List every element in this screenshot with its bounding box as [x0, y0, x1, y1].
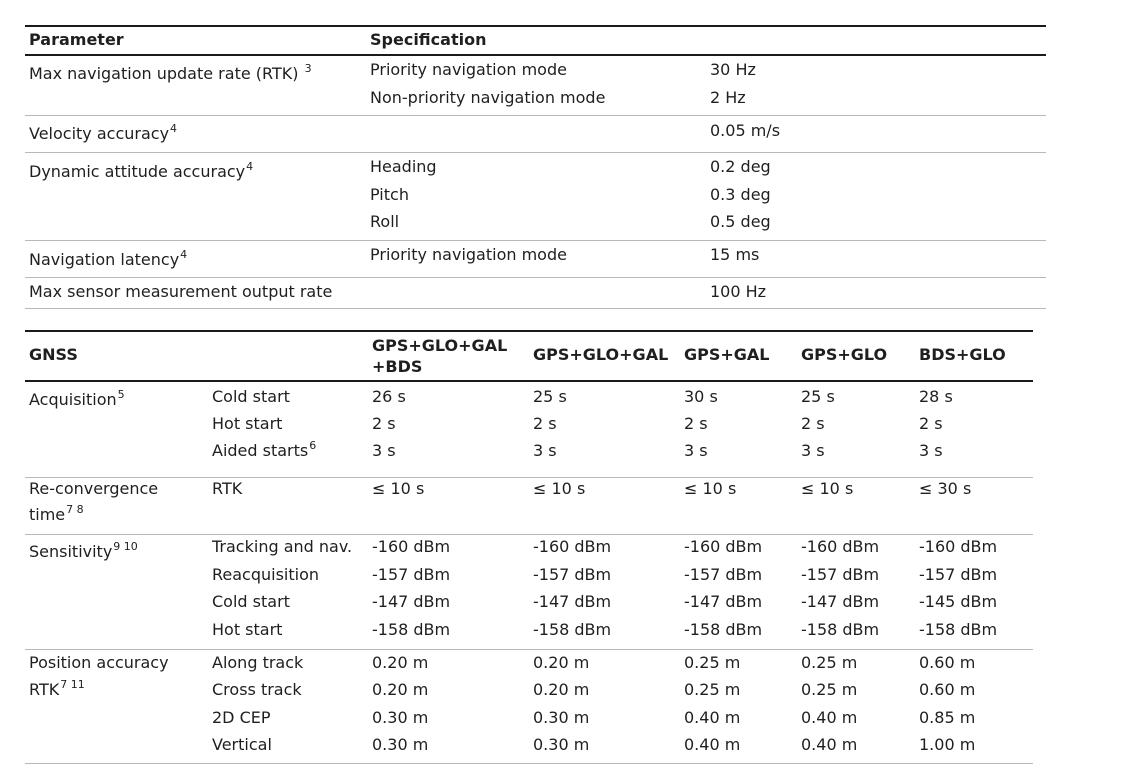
footnote-ref: 4: [246, 160, 254, 173]
spec-label: Heading: [370, 157, 437, 176]
value-cell: 0.40 m: [684, 708, 741, 727]
value-cell: 0.40 m: [801, 735, 858, 754]
column-header-gps-glo-gal: GPS+GLO+GAL: [533, 345, 669, 364]
column-header-gps-glo: GPS+GLO: [801, 345, 888, 364]
value-cell: -157 dBm: [801, 565, 880, 584]
value-cell: -147 dBm: [372, 592, 451, 611]
spec-label: Priority navigation mode: [370, 60, 567, 79]
value-cell: 0.20 m: [372, 653, 429, 672]
table-rule: [25, 25, 1046, 27]
value-cell: 0.60 m: [919, 680, 976, 699]
condition-cell: [212, 592, 290, 612]
spec-label: Non-priority navigation mode: [370, 88, 606, 107]
value-cell: 3 s: [919, 441, 943, 460]
condition-label: Hot start: [212, 620, 283, 639]
value-cell: 2 s: [372, 414, 396, 433]
value-cell: 0.20 m: [533, 653, 590, 672]
value-cell: -158 dBm: [801, 620, 880, 639]
spec-value: 0.5 deg: [710, 212, 771, 231]
value-cell: -158 dBm: [533, 620, 612, 639]
footnote-ref: 9 10: [113, 540, 138, 553]
table-rule: [25, 380, 1033, 382]
condition-label: Cold start: [212, 592, 290, 611]
condition-cell: [212, 414, 282, 434]
parameter-cell: Max sensor measurement output rate: [29, 282, 333, 301]
footnote-ref: 6: [309, 439, 317, 452]
value-cell: 3 s: [372, 441, 396, 460]
value-cell: -157 dBm: [372, 565, 451, 584]
value-cell: 0.25 m: [801, 653, 858, 672]
value-cell: 3 s: [684, 441, 708, 460]
row-divider: [25, 308, 1046, 309]
value-cell: 2 s: [533, 414, 557, 433]
spec-value: 100 Hz: [710, 282, 767, 301]
value-cell: 26 s: [372, 387, 406, 406]
parameter-label: Position accuracy: [29, 653, 169, 672]
condition-cell: [212, 537, 352, 557]
value-cell: 0.25 m: [684, 680, 741, 699]
value-cell: 0.40 m: [801, 708, 858, 727]
parameter-cell: Max navigation update rate (RTK) $^3$: [29, 62, 312, 83]
parameter-label: time: [29, 505, 66, 524]
column-header-gps-glo-gal-bds-line2: +BDS: [372, 357, 423, 376]
value-cell: 2 s: [684, 414, 708, 433]
value-cell: -145 dBm: [919, 592, 998, 611]
row-divider: [25, 152, 1046, 153]
value-cell: 3 s: [801, 441, 825, 460]
value-cell: -157 dBm: [919, 565, 998, 584]
value-cell: 0.20 m: [533, 680, 590, 699]
row-divider: [25, 240, 1046, 241]
spec-value: 15 ms: [710, 245, 760, 264]
spec-label: Pitch: [370, 185, 409, 204]
column-header-bds-glo: BDS+GLO: [919, 345, 1006, 364]
column-header-gps-glo-gal-bds: GPS+GLO+GAL: [372, 336, 508, 355]
value-cell: ≤ 10 s: [533, 479, 586, 498]
column-header-parameter: Parameter: [29, 30, 124, 49]
value-cell: 0.85 m: [919, 708, 976, 727]
value-cell: 0.30 m: [372, 735, 429, 754]
parameter-label: Sensitivity: [29, 542, 113, 561]
value-cell: ≤ 10 s: [684, 479, 737, 498]
footnote-ref: 7 8: [66, 503, 84, 516]
condition-cell: [212, 441, 316, 461]
spec-value: 30 Hz: [710, 60, 756, 79]
parameter-cell: Dynamic attitude accuracy$^4$: [29, 160, 254, 181]
value-cell: 0.40 m: [684, 735, 741, 754]
value-cell: 2 s: [801, 414, 825, 433]
parameter-label: Acquisition: [29, 390, 117, 409]
row-divider: [25, 649, 1033, 650]
parameter-cell: Navigation latency$^4$: [29, 248, 188, 269]
column-header-gps-gal: GPS+GAL: [684, 345, 770, 364]
condition-label: Reacquisition: [212, 565, 320, 584]
parameter-label: RTK: [29, 680, 60, 699]
condition-cell: [212, 708, 271, 728]
value-cell: -160 dBm: [801, 537, 880, 556]
spec-label: Priority navigation mode: [370, 245, 567, 264]
condition-cell: [212, 387, 290, 407]
value-cell: 2 s: [919, 414, 943, 433]
value-cell: -158 dBm: [919, 620, 998, 639]
parameter-cell: [29, 479, 158, 499]
value-cell: -160 dBm: [684, 537, 763, 556]
condition-label: Vertical: [212, 735, 272, 754]
value-cell: -147 dBm: [684, 592, 763, 611]
condition-label: Cold start: [212, 387, 290, 406]
value-cell: -160 dBm: [372, 537, 451, 556]
value-cell: -147 dBm: [801, 592, 880, 611]
row-divider: [25, 763, 1033, 764]
value-cell: 28 s: [919, 387, 953, 406]
value-cell: 0.25 m: [801, 680, 858, 699]
value-cell: 3 s: [533, 441, 557, 460]
parameter-cell: [29, 542, 138, 562]
value-cell: -158 dBm: [372, 620, 451, 639]
condition-label: RTK: [212, 479, 243, 498]
spec-value: 2 Hz: [710, 88, 746, 107]
spec-value: 0.3 deg: [710, 185, 771, 204]
row-divider: [25, 534, 1033, 535]
condition-label: Cross track: [212, 680, 302, 699]
value-cell: 0.25 m: [684, 653, 741, 672]
footnote-ref: 7 11: [60, 678, 85, 691]
value-cell: 1.00 m: [919, 735, 976, 754]
value-cell: -157 dBm: [533, 565, 612, 584]
condition-label: Tracking and nav.: [212, 537, 353, 556]
condition-cell: [212, 565, 319, 585]
condition-cell: [212, 680, 302, 700]
parameter-cell: [29, 653, 169, 673]
footnote-ref: 4: [170, 122, 178, 135]
spec-value: 0.05 m/s: [710, 121, 781, 140]
value-cell: -157 dBm: [684, 565, 763, 584]
spec-label: Roll: [370, 212, 400, 231]
value-cell: -160 dBm: [533, 537, 612, 556]
condition-cell: [212, 479, 242, 499]
value-cell: -147 dBm: [533, 592, 612, 611]
row-divider: [25, 277, 1046, 278]
value-cell: 0.30 m: [372, 708, 429, 727]
condition-label: Aided starts: [212, 441, 309, 460]
value-cell: 0.30 m: [533, 708, 590, 727]
value-cell: -160 dBm: [919, 537, 998, 556]
parameter-cell: [29, 390, 125, 410]
parameter-cell: Velocity accuracy$^4$: [29, 122, 178, 143]
value-cell: ≤ 10 s: [801, 479, 854, 498]
condition-label: 2D CEP: [212, 708, 271, 727]
value-cell: 30 s: [684, 387, 718, 406]
column-header-specification: Specification: [370, 30, 487, 49]
footnote-ref: 4: [180, 248, 188, 261]
parameter-cell-line2: [29, 680, 85, 700]
condition-label: Along track: [212, 653, 304, 672]
footnote-ref: 3: [304, 62, 312, 75]
column-header-gnss: GNSS: [29, 345, 78, 364]
condition-label: Hot start: [212, 414, 283, 433]
condition-cell: [212, 735, 272, 755]
table-rule: [25, 330, 1033, 332]
condition-cell: [212, 620, 282, 640]
value-cell: 0.20 m: [372, 680, 429, 699]
value-cell: -158 dBm: [684, 620, 763, 639]
footnote-ref: 5: [117, 388, 125, 401]
row-divider: [25, 115, 1046, 116]
condition-cell: [212, 653, 303, 673]
value-cell: 0.30 m: [533, 735, 590, 754]
parameter-cell-line2: [29, 505, 84, 525]
value-cell: 0.60 m: [919, 653, 976, 672]
row-divider: [25, 477, 1033, 478]
value-cell: 25 s: [801, 387, 835, 406]
spec-value: 0.2 deg: [710, 157, 771, 176]
parameter-label: Re-convergence: [29, 479, 159, 498]
table-rule: [25, 54, 1046, 56]
value-cell: 25 s: [533, 387, 567, 406]
value-cell: ≤ 30 s: [919, 479, 972, 498]
value-cell: ≤ 10 s: [372, 479, 425, 498]
